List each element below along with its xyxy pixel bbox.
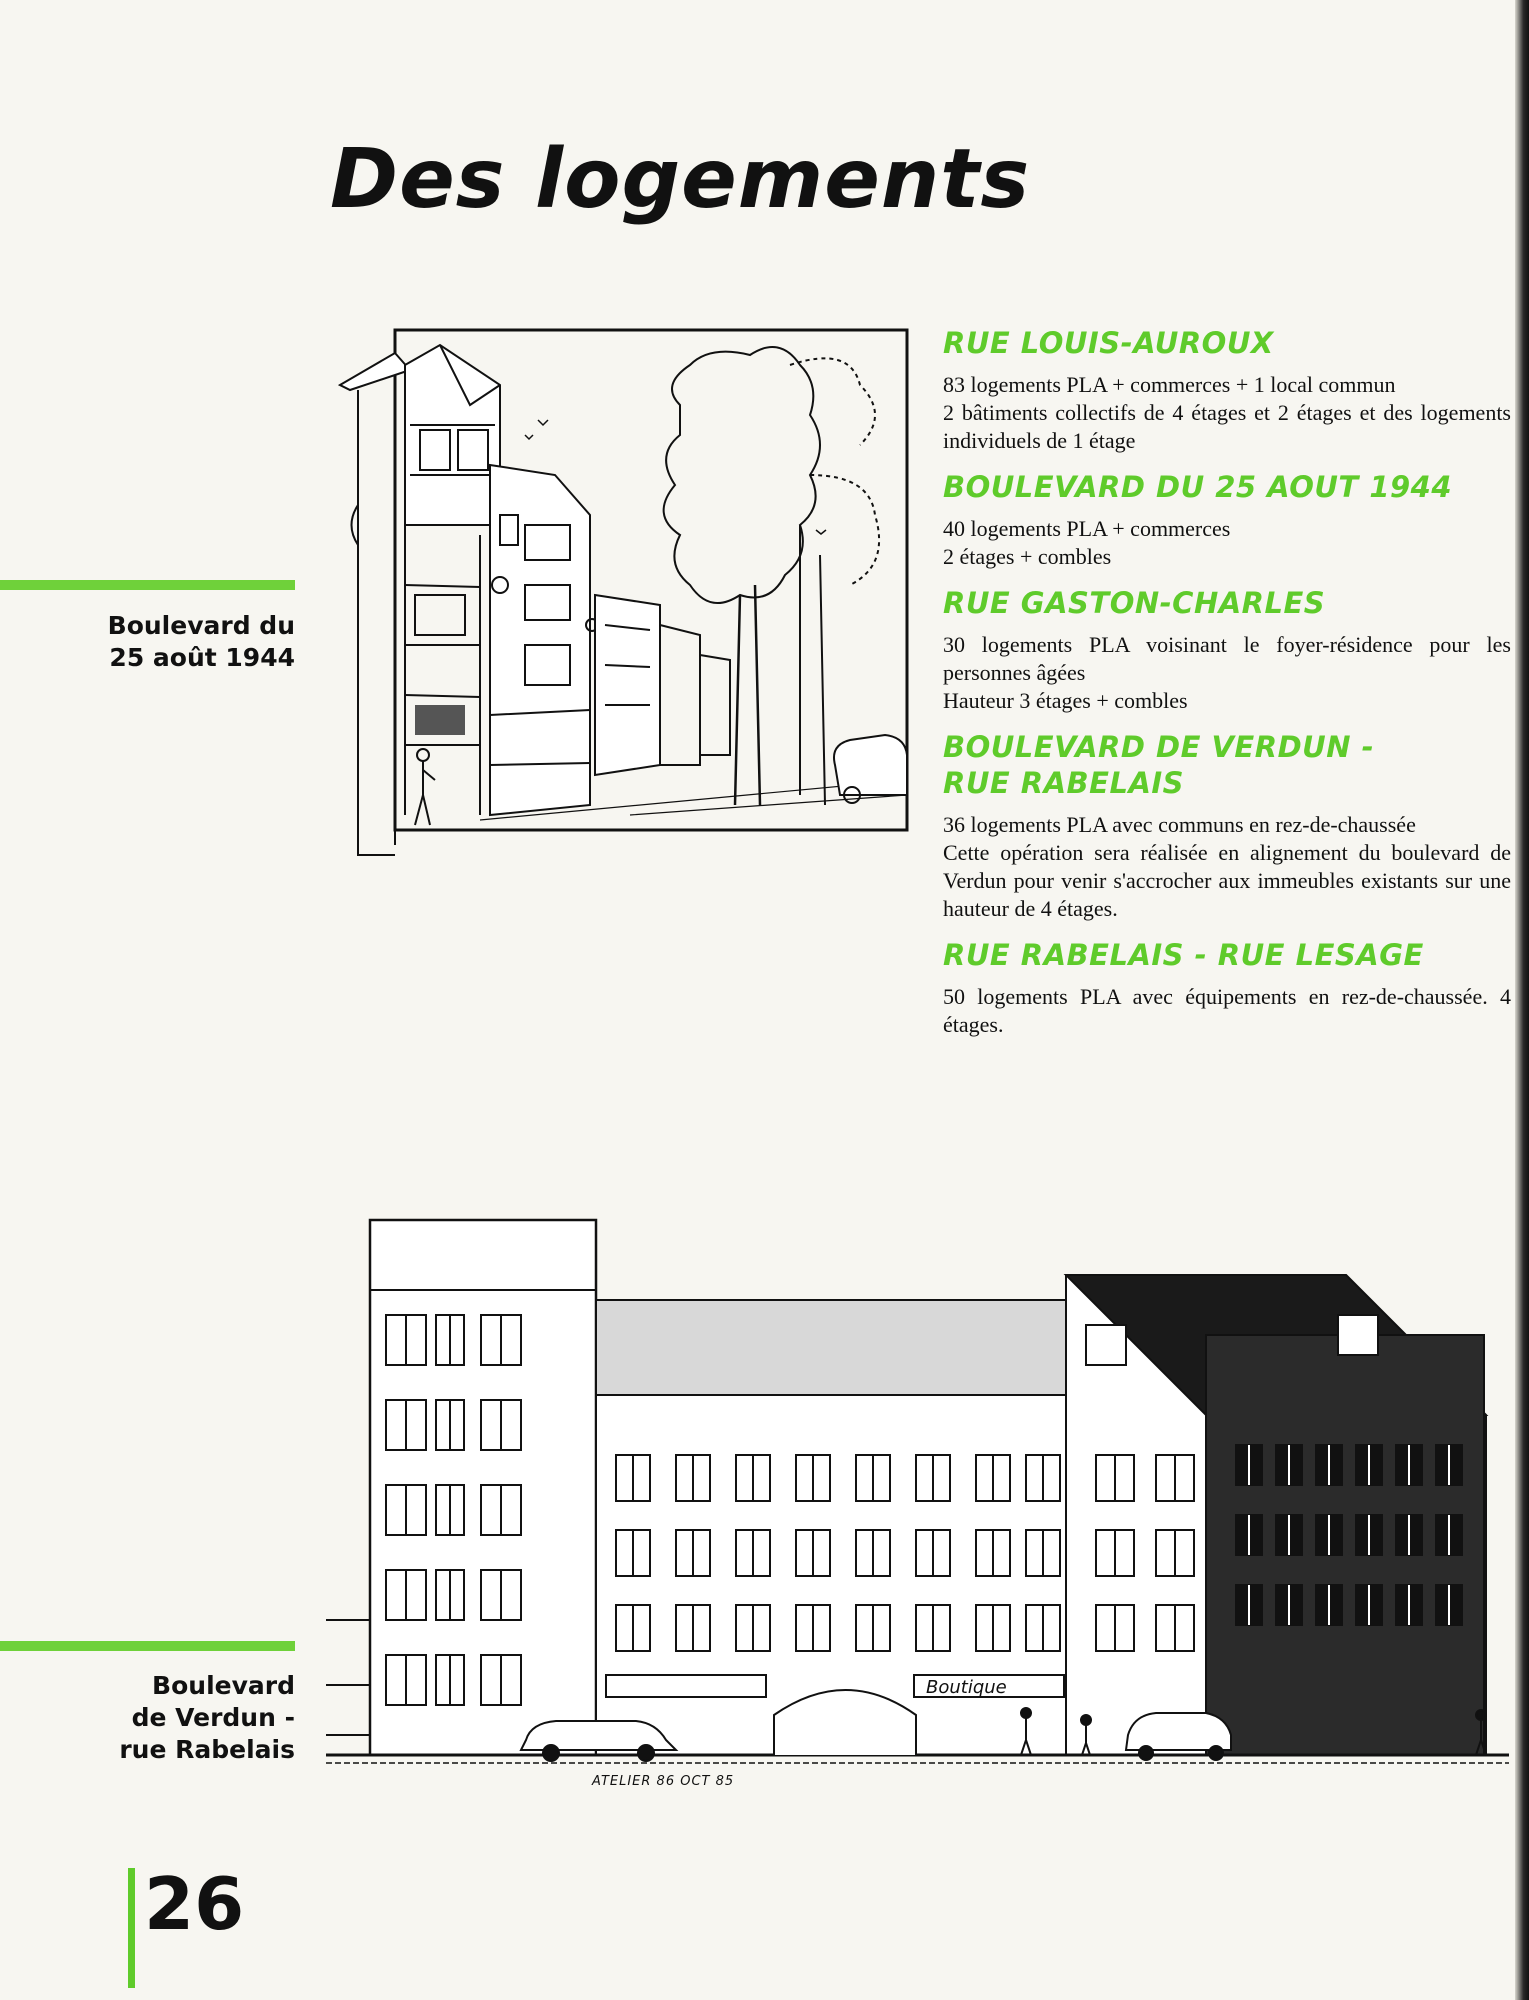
shop-sign: Boutique [926,1677,1007,1698]
caption-rule-bottom [0,1641,295,1651]
section-text: 2 étages + combles [943,544,1112,569]
section-text: 83 logements PLA + commerces + 1 local commun [943,372,1396,397]
section-boulevard-25-aout-1944 [943,469,1511,571]
section-rue-louis-auroux [943,325,1511,455]
section-rue-rabelais-rue-lesage [943,937,1511,1039]
section-rue-gaston-charles [943,585,1511,715]
facade-elevation-drawing [326,1215,1509,1795]
projects-column [943,325,1511,1053]
section-text: 30 logements PLA voisinant le foyer-résidence pour les personnes âgées [943,632,1511,685]
section-text: 40 logements PLA + commerces [943,516,1231,541]
sketch-caption-line-1: Boulevard du [107,611,295,640]
section-heading: RUE LOUIS-AUROUX [943,326,1274,360]
elevation-caption-line-2: de Verdun - [131,1703,295,1732]
page-edge-shadow [1515,0,1529,2000]
section-boulevard-de-verdun [943,729,1511,923]
elevation-caption-line-3: rue Rabelais [119,1735,295,1764]
section-heading: RUE RABELAIS - RUE LESAGE [943,938,1424,972]
caption-rule-top [0,580,295,590]
page-number: 26 [144,1862,245,1946]
street-perspective-sketch [330,325,912,857]
sketch-caption-line-2: 25 août 1944 [109,643,295,672]
section-heading: RUE GASTON-CHARLES [943,586,1326,620]
page-number-bar [128,1868,135,1988]
drawing-credit: ATELIER 86 OCT 85 [592,1774,735,1789]
page-title: Des logements [330,132,1031,227]
elevation-caption [0,1670,295,1766]
section-text: 2 bâtiments collectifs de 4 étages et 2 étages et des logements individuels de 1 étage [943,400,1511,453]
section-text: 36 logements PLA avec communs en rez-de-chaussée [943,812,1416,837]
section-heading-line-1: BOULEVARD DE VERDUN - [943,730,1375,764]
section-text: Hauteur 3 étages + combles [943,688,1188,713]
section-text: 50 logements PLA avec équipements en rez-de-chaussée. 4 étages. [943,984,1511,1037]
elevation-caption-line-1: Boulevard [152,1671,295,1700]
section-heading [943,729,1511,801]
section-text: Cette opération sera réalisée en alignement du boulevard de Verdun pour venir s'accrocher aux immeubles existants sur une hauteur de 4 étages. [943,840,1511,921]
section-heading-line-2: RUE RABELAIS [943,766,1185,800]
sketch-caption [0,610,295,674]
section-heading: BOULEVARD DU 25 AOUT 1944 [943,470,1453,504]
